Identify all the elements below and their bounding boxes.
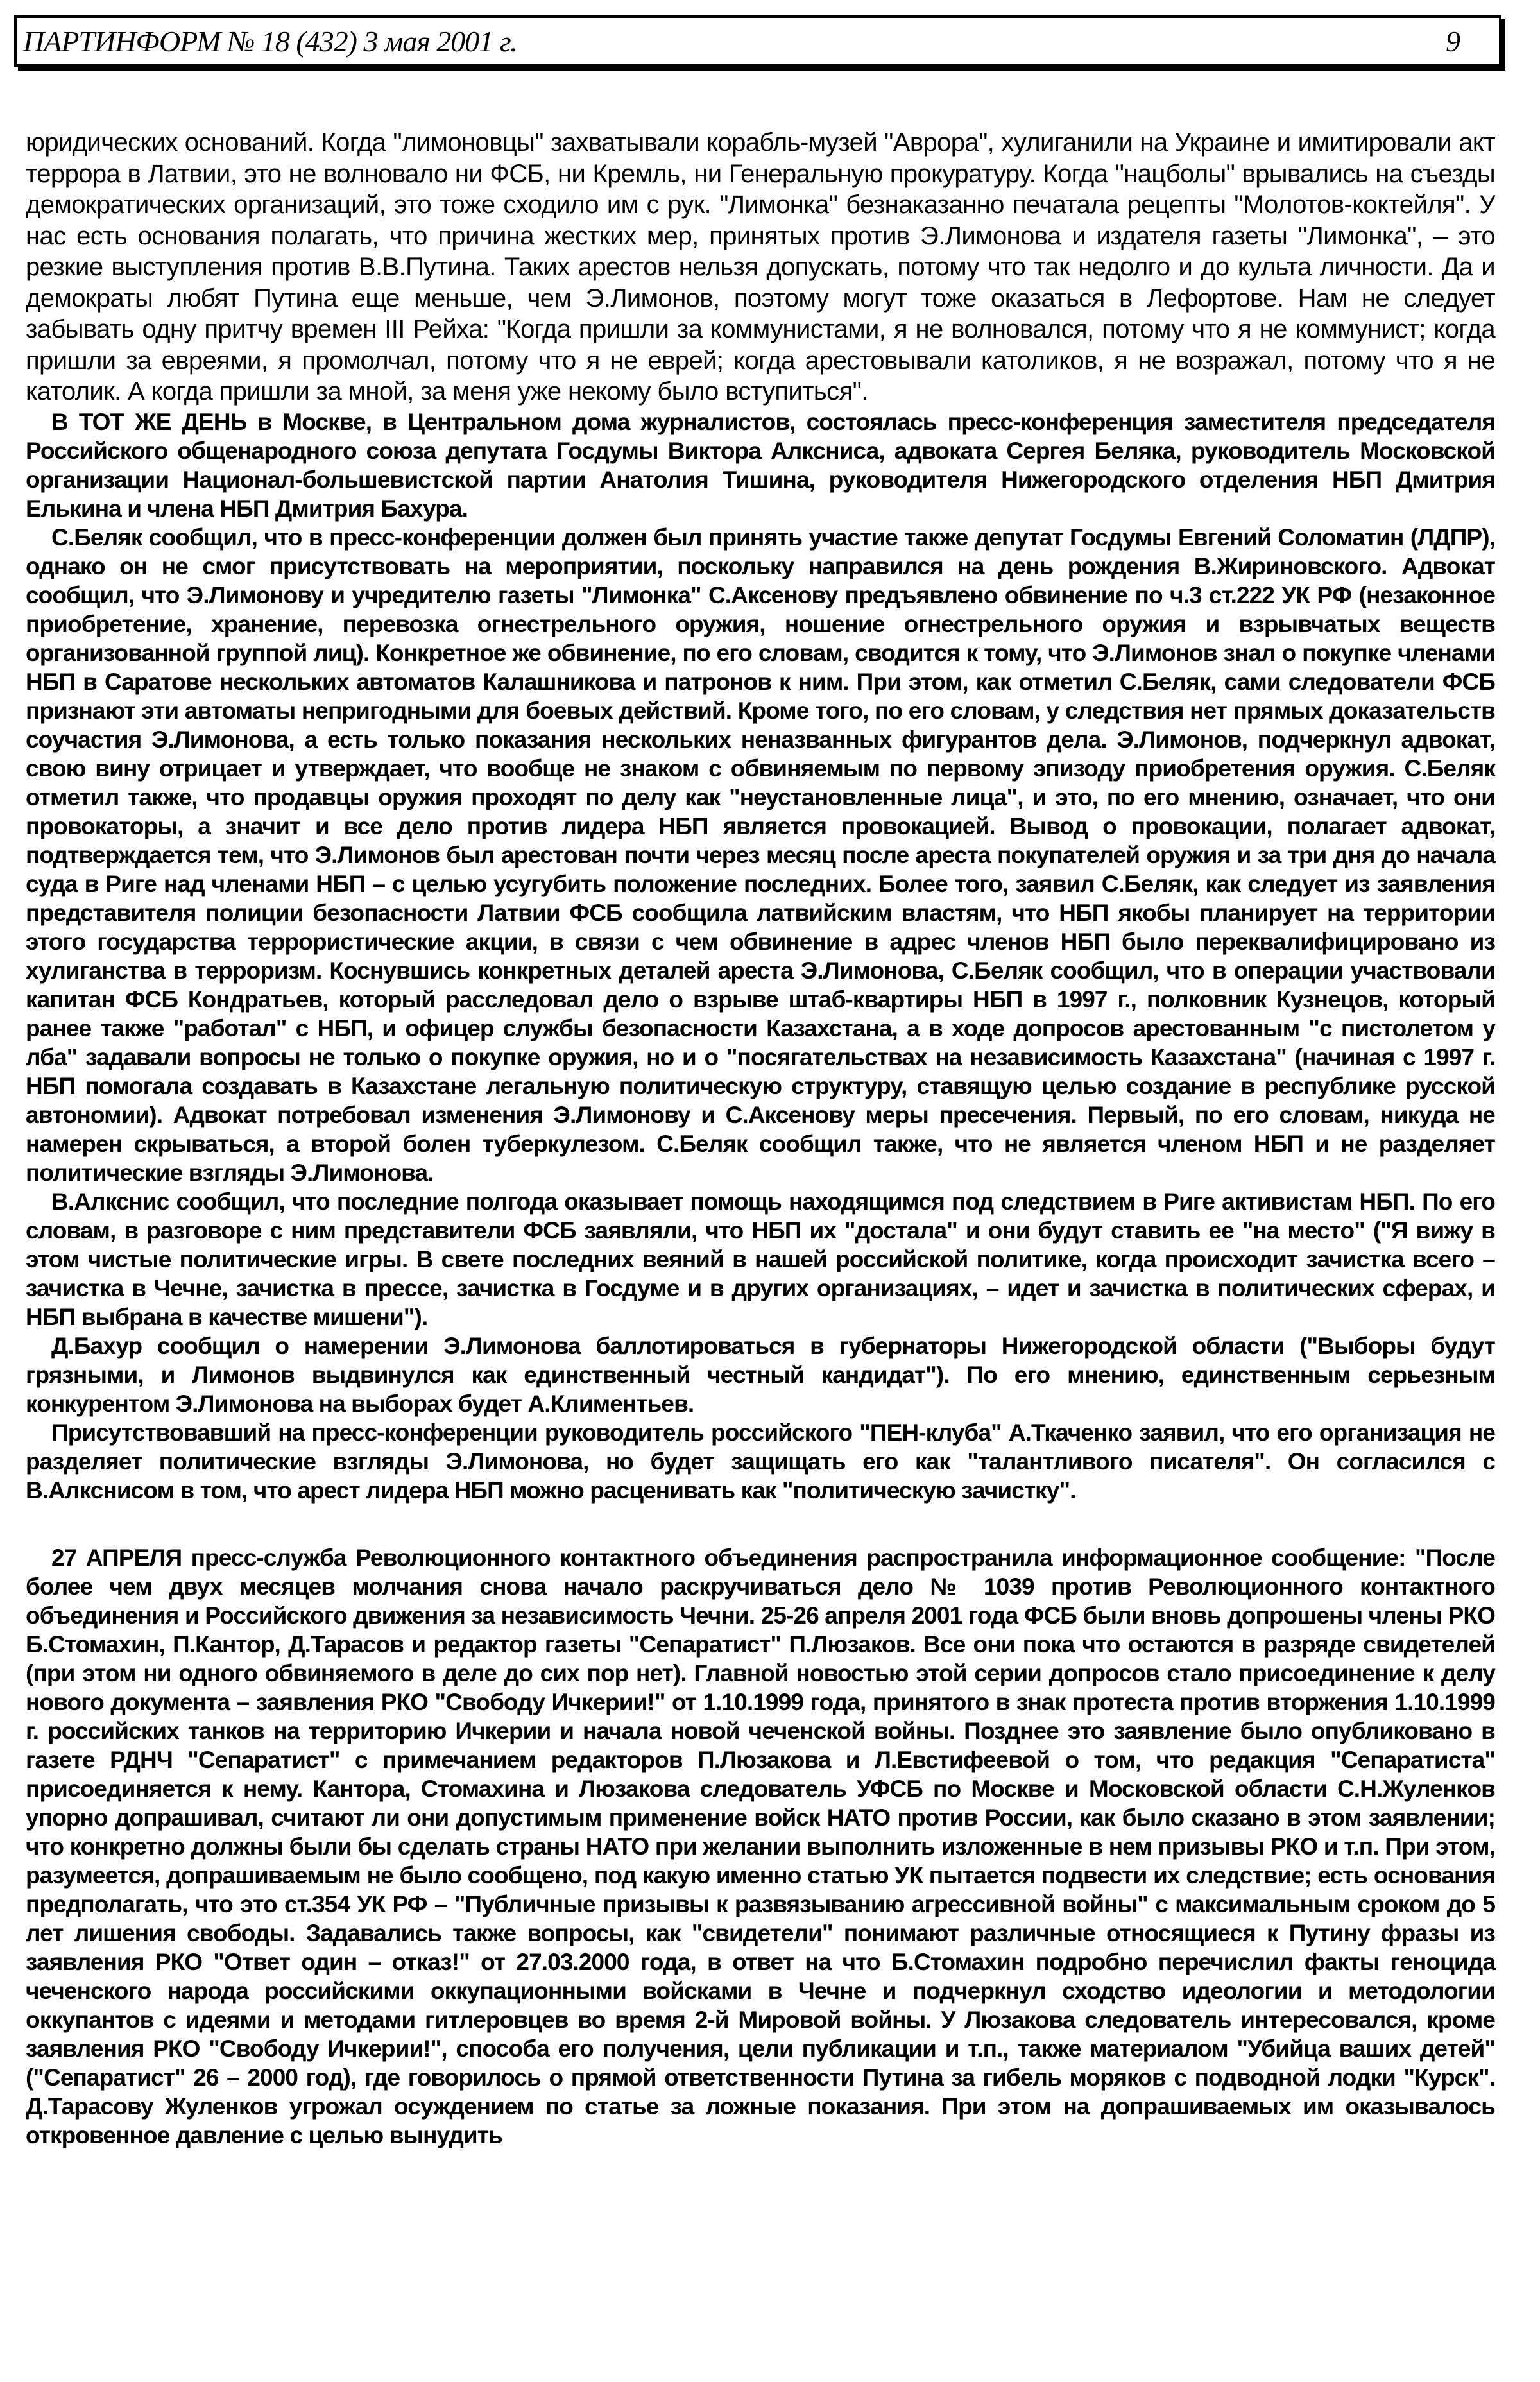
article-body xyxy=(26,127,1495,2150)
paragraph-same-day: В ТОТ ЖЕ ДЕНЬ в Москве, в Центральном дома журналистов, состоялась пресс-конференция заместителя председателя Российского общенародного союза депутата Госдумы Виктора Алксниса, адвоката Сергея Беляка, руководитель Московской организации Национал-большевистской партии Анатолия Тишина, руководителя Нижегородского отделения НБП Дмитрия Елькина и члена НБП Дмитрия Бахура. xyxy=(26,408,1495,522)
paragraph-gap xyxy=(26,1505,1495,1543)
paragraph-belyak: С.Беляк сообщил, что в пресс-конференции должен был принять участие также депутат Госдумы Евгений Соломатин (ЛДПР), однако он не смог присутствовать на мероприятии, поскольку направился на день рождения В.Жириновского. Адвокат сообщил, что Э.Лимонову и учредителю газеты "Лимонка" С.Аксенову предъявлено обвинение по ч.3 ст.222 УК РФ (незаконное приобретение, хранение, перевозка огнестрельного оружия, ношение огнестрельного оружия и взрывчатых веществ организованной группой лиц). Конкретное же обвинение, по его словам, сводится к тому, что Э.Лимонов знал о покупке членами НБП в Саратове нескольких автоматов Калашникова и патронов к ним. При этом, как отметил С.Беляк, сами следователи ФСБ признают эти автоматы непригодными для боевых действий. Кроме того, по его словам, у следствия нет прямых доказательств соучастия Э.Лимонова, а есть только показания нескольких неназванных фигурантов дела. Э.Лимонов, подчеркнул адвокат, свою вину отрицает и утверждает, что вообще не знаком с обвиняемым по первому эпизоду приобретения оружия. С.Беляк отметил также, что продавцы оружия проходят по делу как "неустановленные лица", и это, по его мнению, означает, что они провокаторы, а значит и все дело против лидера НБП является провокацией. Вывод о провокации, полагает адвокат, подтверждается тем, что Э.Лимонов был арестован почти через месяц после ареста покупателей оружия и за три дня до начала суда в Риге над членами НБП – с целью усугубить положение последних. Более того, заявил С.Беляк, как следует из заявления представителя полиции безопасности Латвии ФСБ сообщила латвийским властям, что НБП якобы планирует на территории этого государства террористические акции, в связи с чем обвинение в адрес членов НБП было переквалифицировано из хулиганства в терроризм. Коснувшись конкретных деталей ареста Э.Лимонова, С.Беляк сообщил, что в операции участвовали капитан ФСБ Кондратьев, который расследовал дело о взрыве штаб-квартиры НБП в 1997 г., полковник Кузнецов, который ранее также "работал" с НБП, и офицер службы безопасности Казахстана, а в ходе допросов арестованным "с пистолетом у лба" задавали вопросы не только о покупке оружия, но и о "посягательствах на независимость Казахстана" (начиная с 1997 г. НБП помогала создавать в Казахстане легальную политическую структуру, ставящую целью создание в республике русской автономии). Адвокат потребовал изменения Э.Лимонову и С.Аксенову меры пресечения. Первый, по его словам, никуда не намерен скрываться, а второй болен туберкулезом. С.Беляк сообщил также, что не является членом НБП и не разделяет политические взгляды Э.Лимонова. xyxy=(26,524,1495,1186)
page-number: 9 xyxy=(1446,25,1460,58)
paragraph-intro: юридических оснований. Когда "лимоновцы" захватывали корабль-музей "Аврора", хулиганили на Украине и имитировали акт террора в Латвии, это не волновало ни ФСБ, ни Кремль, ни Генеральную прокуратуру. Когда "нацболы" врывались на съезды демократических организаций, это тоже сходило им с рук. "Лимонка" безнаказанно печатала рецепты "Молотов-коктейля". У нас есть основания полагать, что причина жестких мер, принятых против Э.Лимонова и издателя газеты "Лимонка", – это резкие выступления против В.В.Путина. Таких арестов нельзя допускать, потому что так недолго и до культа личности. Да и демократы любят Путина еще меньше, чем Э.Лимонов, поэтому могут тоже оказаться в Лефортове. Нам не следует забывать одну притчу времен III Рейха: "Когда пришли за коммунистами, я не волновался, потому что я не коммунист; когда пришли за евреями, я промолчал, потому что я не еврей; когда арестовывали католиков, я не возражал, потому что я не католик. А когда пришли за мной, за меня уже некому было вступиться". xyxy=(26,128,1495,406)
page-header xyxy=(14,15,1502,67)
paragraph-april-27: 27 АПРЕЛЯ пресс-служба Революционного контактного объединения распространила информационное сообщение: "После более чем двух месяцев молчания снова начало раскручиваться дело № 1039 против Революционного контактного объединения и Российского движения за независимость Чечни. 25-26 апреля 2001 года ФСБ были вновь допрошены члены РКО Б.Стомахин, П.Кантор, Д.Тарасов и редактор газеты "Сепаратист" П.Люзаков. Все они пока что остаются в разряде свидетелей (при этом ни одного обвиняемого в деле до сих пор нет). Главной новостью этой серии допросов стало присоединение к делу нового документа – заявления РКО "Свободу Ичкерии!" от 1.10.1999 года, принятого в знак протеста против вторжения 1.10.1999 г. российских танков на территорию Ичкерии и начала новой чеченской войны. Позднее это заявление было опубликовано в газете РДНЧ "Сепаратист" с примечанием редакторов П.Люзакова и Л.Евстифеевой о том, что редакция "Сепаратиста" присоединяется к нему. Кантора, Стомахина и Люзакова следователь УФСБ по Москве и Московской области С.Н.Жуленков упорно допрашивал, считают ли они допустимым применение войск НАТО против России, как было сказано в этом заявлении; что конкретно должны были бы сделать страны НАТО при желании выполнить изложенные в нем призывы РКО и т.п. При этом, разумеется, допрашиваемым не было сообщено, под какую именно статью УК пытается подвести их следствие; есть основания предполагать, что это ст.354 УК РФ – "Публичные призывы к развязыванию агрессивной войны" с максимальным сроком до 5 лет лишения свободы. Задавались также вопросы, как "свидетели" понимают различные относящиеся к Путину фразы из заявления РКО "Ответ один – отказ!" от 27.03.2000 года, в ответ на что Б.Стомахин подробно перечислил факты геноцида чеченского народа российскими оккупационными войсками в Чечне и подчеркнул сходство идеологии и методологии оккупантов с идеями и методами гитлеровцев во время 2-й Мировой войны. У Люзакова следователь интересовался, кроме заявления РКО "Свободу Ичкерии!", способа его получения, цели публикации и т.п., также материалом "Убийца ваших детей" ("Сепаратист" 26 – 2000 год), где говорилось о прямой ответственности Путина за гибель моряков с подводной лодки "Курск". Д.Тарасову Жуленков угрожал осуждением по статье за ложные показания. При этом на допрашиваемых им оказывалось откровенное давление с целью вынудить xyxy=(26,1544,1495,2148)
paragraph-bakhur: Д.Бахур сообщил о намерении Э.Лимонова баллотироваться в губернаторы Нижегородской области ("Выборы будут грязными, и Лимонов выдвинулся как единственный честный кандидат"). По его мнению, единственным серьезным конкурентом Э.Лимонова на выборах будет А.Климентьев. xyxy=(26,1332,1495,1417)
paragraph-tkachenko: Присутствовавший на пресс-конференции руководитель российского "ПЕН-клуба" А.Ткаченко заявил, что его организация не разделяет политические взгляды Э.Лимонова, но будет защищать его как "талантливого писателя". Он согласился с В.Алкснисом в том, что арест лидера НБП можно расценивать как "политическую зачистку". xyxy=(26,1419,1495,1504)
paragraph-alksnis: В.Алкснис сообщил, что последние полгода оказывает помощь находящимся под следствием в Риге активистам НБП. По его словам, в разговоре с ним представители ФСБ заявляли, что НБП их "достала" и они будут ставить ее "на место" ("Я вижу в этом чистые политические игры. В свете последних веяний в нашей российской политике, когда происходит зачистка всего – зачистка в Чечне, зачистка в прессе, зачистка в Госдуме и в других организациях, – идет и зачистка в политических сферах, и НБП выбрана в качестве мишени"). xyxy=(26,1188,1495,1330)
publication-title: ПАРТИНФОРМ № 18 (432) 3 мая 2001 г. xyxy=(23,25,517,58)
